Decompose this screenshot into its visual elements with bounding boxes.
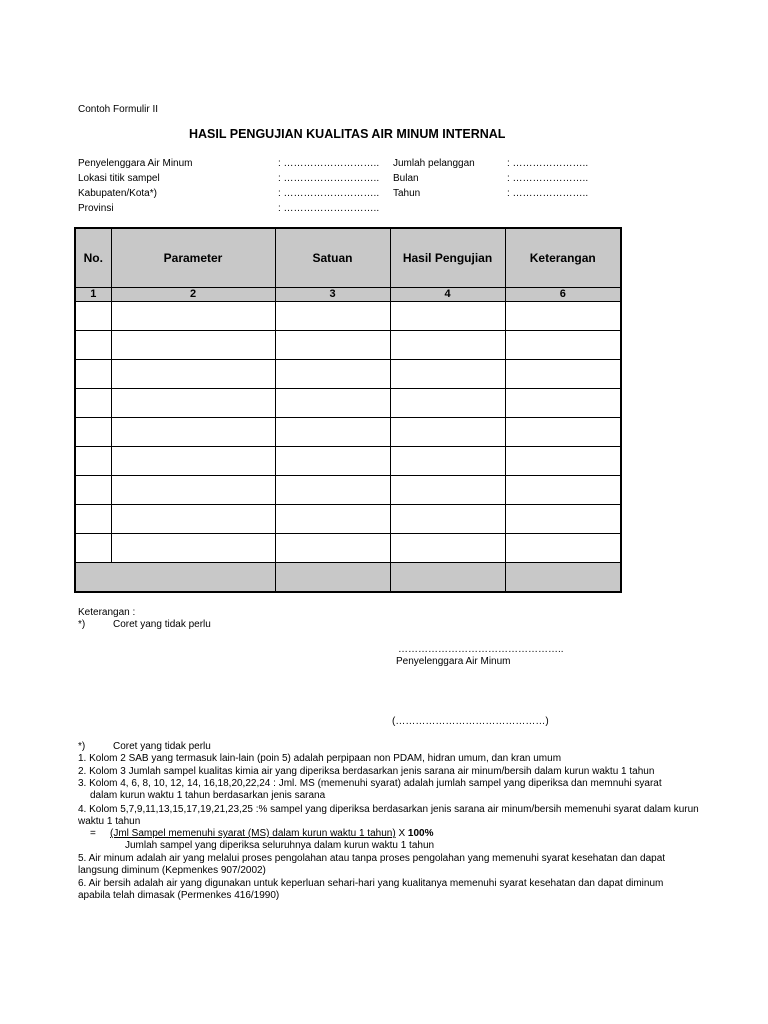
table-cell[interactable] [75,447,111,476]
column-number: 2 [111,288,275,302]
signature-name-placeholder: (………………………………………) [392,716,549,727]
table-row [75,418,621,447]
table-row [75,302,621,331]
table-cell[interactable] [390,389,505,418]
table-cell[interactable] [275,302,390,331]
info-label-lokasi: Lokasi titik sampel [78,173,160,184]
page-title: HASIL PENGUJIAN KUALITAS AIR MINUM INTERNAL [189,127,506,141]
header-keterangan: Keterangan [505,228,621,288]
table-row [75,534,621,563]
table-cell[interactable] [75,534,111,563]
info-value-bulan: : ………………….. [507,173,589,184]
info-label-penyelenggara: Penyelenggara Air Minum [78,158,193,169]
table-row [75,505,621,534]
table-cell[interactable] [505,360,621,389]
table-cell[interactable] [75,302,111,331]
total-cell[interactable] [390,563,505,593]
column-number-row [75,288,621,302]
total-cell[interactable] [275,563,390,593]
table-cell[interactable] [75,505,111,534]
table-cell[interactable] [390,331,505,360]
table-row [75,447,621,476]
form-label: Contoh Formulir II [78,104,159,115]
table-cell[interactable] [505,447,621,476]
table-cell[interactable] [111,418,275,447]
table-cell[interactable] [111,360,275,389]
notes-first: Coret yang tidak perlu [113,741,211,752]
info-value-penyelenggara: : ……………………….. [278,158,380,169]
info-label-jumlah-pelanggan: Jumlah pelanggan [393,158,475,169]
table-cell[interactable] [390,302,505,331]
keterangan-marker: *) [78,619,86,630]
table-cell[interactable] [505,302,621,331]
formula-numerator: (Jml Sampel memenuhi syarat (MS) dalam kurun waktu 1 tahun) [110,828,396,839]
table-cell[interactable] [111,389,275,418]
table-cell[interactable] [505,331,621,360]
formula-equals: = [90,828,96,839]
info-label-tahun: Tahun [393,188,421,199]
table-cell[interactable] [75,360,111,389]
table-cell[interactable] [275,389,390,418]
total-cell[interactable] [75,563,275,593]
note-3a: 3. Kolom 4, 6, 8, 10, 12, 14, 16,18,20,22,24 : Jml. MS (memenuhi syarat) adalah jumlah sampel yang diperiksa dan memnuhi syarat [78,778,662,789]
header-no: No. [75,228,111,288]
formula-line [110,828,433,839]
table-cell[interactable] [390,418,505,447]
note-1: 1. Kolom 2 SAB yang termasuk lain-lain (poin 5) adalah perpipaan non PDAM, hidran umum, dan kran umum [78,753,562,764]
formula-denominator: Jumlah sampel yang diperiksa seluruhnya dalam kurun waktu 1 tahun [125,840,435,851]
header-hasil-pengujian: Hasil Pengujian [390,228,505,288]
table-cell[interactable] [390,360,505,389]
table-cell[interactable] [111,505,275,534]
info-value-lokasi: : ……………………….. [278,173,380,184]
note-3b: dalam kurun waktu 1 tahun berdasarkan jenis sarana [90,790,326,801]
keterangan-note: Coret yang tidak perlu [113,619,211,630]
table-cell[interactable] [275,476,390,505]
table-cell[interactable] [275,331,390,360]
table-cell[interactable] [390,534,505,563]
table-cell[interactable] [111,302,275,331]
info-label-bulan: Bulan [393,173,419,184]
note-2: 2. Kolom 3 Jumlah sampel kualitas kimia air yang diperiksa berdasarkan jenis sarana air minum/bersih dalam kurun waktu 1 tahun [78,766,655,777]
table-cell[interactable] [111,331,275,360]
note-5b: langsung diminum (Kepmenkes 907/2002) [78,865,266,876]
formula-times: X [395,828,408,839]
table-row [75,360,621,389]
table-cell[interactable] [75,418,111,447]
table-cell[interactable] [111,534,275,563]
note-6b: apabila telah dimasak (Permenkes 416/1990) [78,890,280,901]
signature-dots: ………………………………………….. [398,644,564,655]
table-cell[interactable] [75,476,111,505]
table-row [75,331,621,360]
table-cell[interactable] [505,476,621,505]
keterangan-label: Keterangan : [78,607,136,618]
table-cell[interactable] [390,476,505,505]
results-table [74,227,622,593]
signature-role: Penyelenggara Air Minum [396,656,511,667]
table-cell[interactable] [75,389,111,418]
table-total-row [75,563,621,593]
column-number: 3 [275,288,390,302]
header-satuan: Satuan [275,228,390,288]
table-cell[interactable] [505,505,621,534]
table-row [75,389,621,418]
notes-marker: *) [78,741,86,752]
table-cell[interactable] [390,447,505,476]
table-row [75,476,621,505]
table-cell[interactable] [111,476,275,505]
column-number: 1 [75,288,111,302]
table-cell[interactable] [505,389,621,418]
info-value-jumlah-pelanggan: : ………………….. [507,158,589,169]
header-parameter: Parameter [111,228,275,288]
table-cell[interactable] [275,505,390,534]
table-header-row [75,228,621,288]
info-label-kabupaten: Kabupaten/Kota*) [78,188,157,199]
info-label-provinsi: Provinsi [78,203,114,214]
table-cell[interactable] [505,534,621,563]
table-cell[interactable] [505,418,621,447]
table-cell[interactable] [275,534,390,563]
column-number: 6 [505,288,621,302]
table-cell[interactable] [275,360,390,389]
note-4b: waktu 1 tahun [78,816,141,827]
table-cell[interactable] [275,447,390,476]
note-6a: 6. Air bersih adalah air yang digunakan untuk keperluan sehari-hari yang kualitanya memenuhi syarat kesehatan dan dapat diminum [78,878,664,889]
info-value-kabupaten: : ……………………….. [278,188,380,199]
note-4a: 4. Kolom 5,7,9,11,13,15,17,19,21,23,25 :% sampel yang diperiksa berdasarkan jenis sarana air minum/bersih memenuhi syarat dalam kurun [78,804,699,815]
column-number: 4 [390,288,505,302]
table-cell[interactable] [390,505,505,534]
table-cell[interactable] [275,418,390,447]
note-5a: 5. Air minum adalah air yang melalui proses pengolahan atau tanpa proses pengolahan yang memenuhi syarat kesehatan dan dapat [78,853,666,864]
info-value-tahun: : ………………….. [507,188,589,199]
info-value-provinsi: : ……………………….. [278,203,380,214]
total-cell[interactable] [505,563,621,593]
table-cell[interactable] [75,331,111,360]
formula-percent: 100% [407,828,434,839]
table-cell[interactable] [111,447,275,476]
